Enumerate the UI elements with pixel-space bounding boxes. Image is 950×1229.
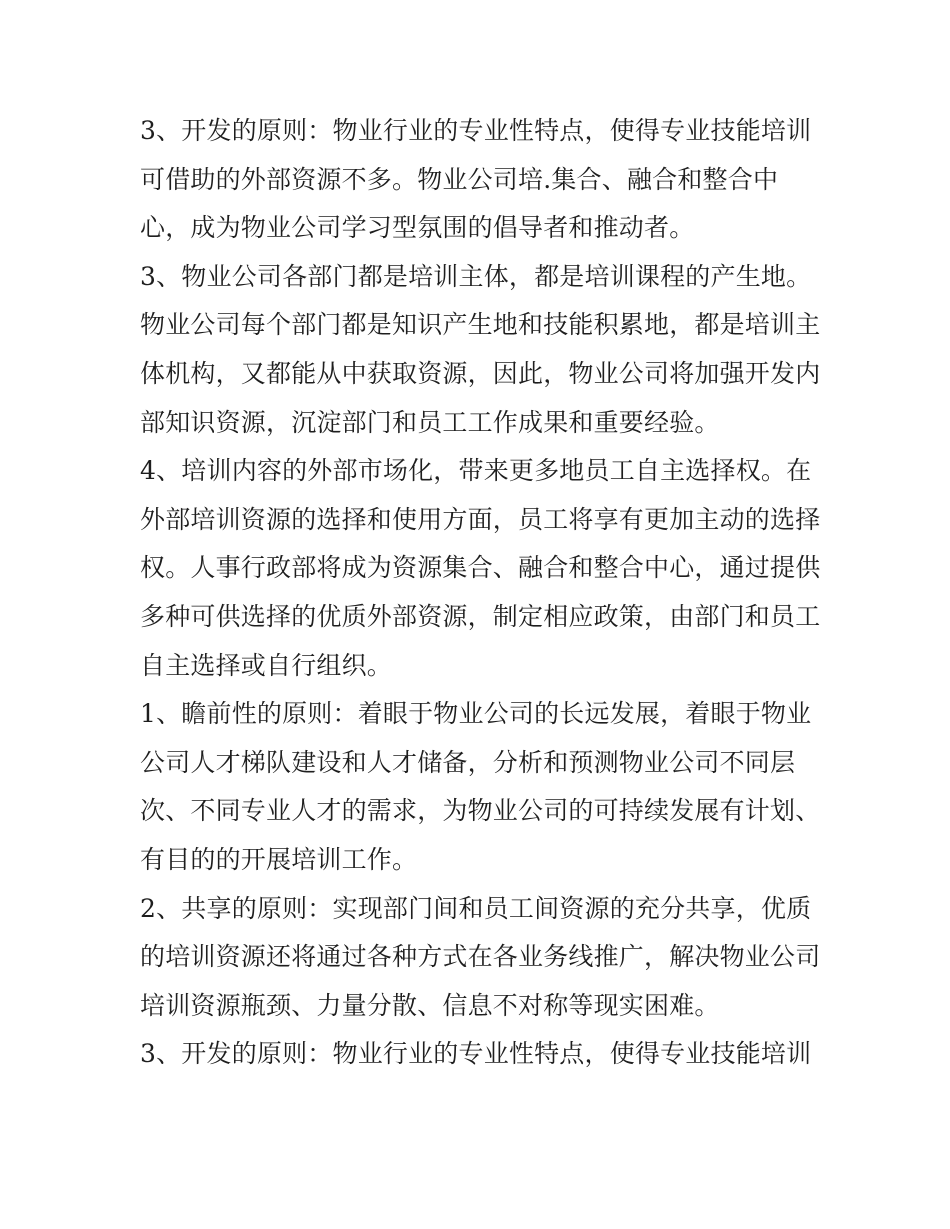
document-body (140, 107, 820, 1079)
text-line: 3、开发的原则：物业行业的专业性特点，使得专业技能培训 (140, 116, 812, 145)
text-line: 3、开发的原则：物业行业的专业性特点，使得专业技能培训 (140, 1039, 812, 1069)
text-line: 次、不同专业人才的需求，为物业公司的可持续发展有计划、 (140, 796, 821, 826)
text-line: 外部培训资源的选择和使用方面，员工将享有更加主动的选择 (140, 504, 821, 534)
text-line: 有目的的开展培训工作。 (140, 844, 418, 874)
text-line: 物业公司每个部门都是知识产生地和技能积累地，都是培训主 (140, 310, 821, 340)
text-line: 1、瞻前性的原则：着眼于物业公司的长远发展，着眼于物业 (140, 699, 812, 729)
text-line: 3、物业公司各部门都是培训主体，都是培训课程的产生地。 (140, 261, 812, 291)
text-line: 自主选择或自行组织。 (140, 650, 393, 680)
text-line: 公司人才梯队建设和人才储备，分析和预测物业公司不同层 (140, 747, 796, 777)
text-line: 多种可供选择的优质外部资源，制定相应政策，由部门和员工 (140, 601, 821, 631)
text-line: 培训资源瓶颈、力量分散、信息不对称等现实困难。 (140, 990, 720, 1020)
text-line: 权。人事行政部将成为资源集合、融合和整合中心，通过提供 (140, 553, 821, 583)
text-line: 的培训资源还将通过各种方式在各业务线推广，解决物业公司 (140, 942, 821, 972)
text-line: 体机构，又都能从中获取资源，因此，物业公司将加强开发内 (140, 358, 821, 388)
text-line: 4、培训内容的外部市场化，带来更多地员工自主选择权。在 (140, 456, 812, 486)
text-line: 可借助的外部资源不多。物业公司培.集合、融合和整合中 (140, 164, 779, 194)
text-line: 2、共享的原则：实现部门间和员工间资源的充分共享，优质 (140, 893, 812, 923)
text-line: 心，成为物业公司学习型氛围的倡导者和推动者。 (140, 213, 695, 243)
text-line: 部知识资源，沉淀部门和员工工作成果和重要经验。 (140, 407, 720, 437)
